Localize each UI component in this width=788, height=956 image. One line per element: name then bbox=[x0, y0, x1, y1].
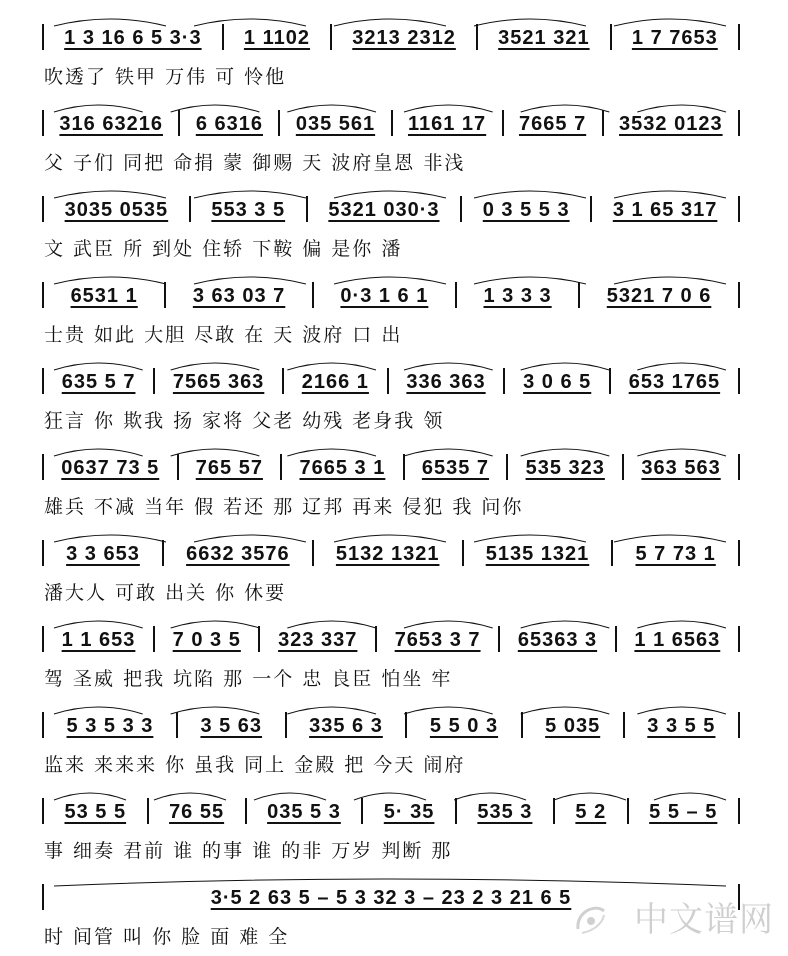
barline bbox=[306, 196, 308, 222]
measure: 3213 2312 bbox=[352, 27, 456, 49]
measure: 3 0 6 5 bbox=[523, 371, 592, 393]
measure: 035 5 3 bbox=[267, 801, 341, 823]
measure: 5135 1321 bbox=[485, 543, 590, 565]
barline bbox=[503, 368, 505, 394]
barline bbox=[738, 24, 740, 50]
barline bbox=[42, 626, 44, 652]
measure: 0 3 5 5 3 bbox=[482, 199, 570, 221]
barline bbox=[153, 368, 155, 394]
barline bbox=[602, 110, 604, 136]
measure: 0·3 1 6 1 bbox=[340, 285, 429, 307]
note-row bbox=[40, 798, 742, 824]
barline bbox=[498, 626, 500, 652]
barline bbox=[178, 110, 180, 136]
barline bbox=[330, 24, 332, 50]
notation-line bbox=[40, 354, 742, 400]
barline bbox=[176, 712, 178, 738]
barline bbox=[361, 798, 363, 824]
lyric-line: 士贵 如此 大胆 尽敢 在 天 波府 口 出 bbox=[44, 323, 403, 346]
notation-line bbox=[40, 784, 742, 830]
notation-line bbox=[40, 10, 742, 56]
measure: 363 563 bbox=[641, 457, 721, 479]
lyric-line: 文 武臣 所 到处 住轿 下鞍 偏 是你 潘 bbox=[44, 237, 403, 260]
measure: 1161 17 bbox=[407, 113, 487, 135]
measure: 765 57 bbox=[195, 457, 263, 479]
barline bbox=[506, 454, 508, 480]
barline bbox=[611, 540, 613, 566]
measure: 535 3 bbox=[477, 801, 533, 823]
lyric-line: 雄兵 不减 当年 假 若还 那 辽邦 再来 侵犯 我 问你 bbox=[44, 495, 524, 518]
measure: 3 5 63 bbox=[200, 715, 263, 737]
barline bbox=[738, 540, 740, 566]
barline bbox=[460, 196, 462, 222]
music-system bbox=[0, 526, 788, 612]
measure: 035 561 bbox=[295, 113, 376, 135]
measure: 5132 1321 bbox=[335, 543, 440, 565]
measure: 3·5 2 63 5 – 5 3 32 3 – 23 2 3 21 6 5 bbox=[210, 887, 572, 909]
music-system bbox=[0, 182, 788, 268]
barline bbox=[623, 712, 625, 738]
measure: 535 323 bbox=[525, 457, 605, 479]
note-row bbox=[40, 282, 742, 308]
barline bbox=[42, 540, 44, 566]
music-system bbox=[0, 440, 788, 526]
measure: 7 0 3 5 bbox=[172, 629, 241, 651]
barline bbox=[189, 196, 191, 222]
music-system bbox=[0, 612, 788, 698]
measure: 76 55 bbox=[169, 801, 225, 823]
measure: 5 5 – 5 bbox=[649, 801, 718, 823]
barline bbox=[258, 626, 260, 652]
measure: 7665 7 bbox=[519, 113, 587, 135]
music-system bbox=[0, 10, 788, 96]
barline bbox=[147, 798, 149, 824]
notation-line bbox=[40, 96, 742, 142]
measure: 6 6316 bbox=[195, 113, 263, 135]
barline bbox=[42, 282, 44, 308]
barline bbox=[282, 368, 284, 394]
barline bbox=[738, 368, 740, 394]
measure: 3521 321 bbox=[498, 27, 590, 49]
measure: 6632 3576 bbox=[186, 543, 290, 565]
measure: 5 3 5 3 3 bbox=[66, 715, 154, 737]
notation-line bbox=[40, 182, 742, 228]
music-note-swirl-icon bbox=[572, 899, 610, 937]
barline bbox=[553, 798, 555, 824]
barline bbox=[42, 798, 44, 824]
lyric-line: 监来 来来来 你 虽我 同上 金殿 把 今天 闹府 bbox=[44, 753, 466, 776]
measure: 6531 1 bbox=[70, 285, 138, 307]
barline bbox=[42, 196, 44, 222]
note-row bbox=[40, 712, 742, 738]
measure: 7653 3 7 bbox=[394, 629, 481, 651]
measure: 7565 363 bbox=[172, 371, 265, 393]
measure: 3 3 653 bbox=[66, 543, 140, 565]
barline bbox=[462, 540, 464, 566]
measure: 65363 3 bbox=[517, 629, 598, 651]
lyric-line: 狂言 你 欺我 扬 家将 父老 幼残 老身我 领 bbox=[44, 409, 445, 432]
barline bbox=[42, 712, 44, 738]
site-watermark: 中文谱网 bbox=[634, 900, 774, 940]
barline bbox=[738, 282, 740, 308]
measure: 3 1 65 317 bbox=[612, 199, 718, 221]
barline bbox=[280, 454, 282, 480]
barline bbox=[403, 454, 405, 480]
barline bbox=[42, 454, 44, 480]
measure: 3 3 5 5 bbox=[647, 715, 716, 737]
barline bbox=[42, 368, 44, 394]
measure: 1 7 7653 bbox=[631, 27, 718, 49]
barline bbox=[738, 626, 740, 652]
measure: 2166 1 bbox=[301, 371, 369, 393]
note-row bbox=[40, 540, 742, 566]
measure: 1 1102 bbox=[243, 27, 310, 49]
barline bbox=[476, 24, 478, 50]
measure: 335 6 3 bbox=[309, 715, 383, 737]
barline bbox=[738, 196, 740, 222]
barline bbox=[738, 110, 740, 136]
barline bbox=[609, 368, 611, 394]
music-system bbox=[0, 268, 788, 354]
measure: 7665 3 1 bbox=[299, 457, 386, 479]
lyric-line: 父 子们 同把 命捐 蒙 御赐 天 波府皇恩 非浅 bbox=[44, 151, 466, 174]
note-row bbox=[40, 368, 742, 394]
barline bbox=[245, 798, 247, 824]
measure: 5 5 0 3 bbox=[429, 715, 499, 737]
measure: 5321 7 0 6 bbox=[606, 285, 712, 307]
notation-line bbox=[40, 612, 742, 658]
notation-line bbox=[40, 268, 742, 314]
barline bbox=[177, 454, 179, 480]
barline bbox=[312, 540, 314, 566]
barline bbox=[455, 798, 457, 824]
barline bbox=[627, 798, 629, 824]
note-row bbox=[40, 110, 742, 136]
barline bbox=[222, 24, 224, 50]
barline bbox=[738, 712, 740, 738]
measure: 3532 0123 bbox=[619, 113, 723, 135]
measure: 0637 73 5 bbox=[61, 457, 160, 479]
measure: 5 2 bbox=[575, 801, 607, 823]
music-system bbox=[0, 784, 788, 870]
barline bbox=[391, 110, 393, 136]
music-system bbox=[0, 698, 788, 784]
barline bbox=[578, 282, 580, 308]
barline bbox=[278, 110, 280, 136]
measure: 1 3 3 3 bbox=[483, 285, 552, 307]
barline bbox=[502, 110, 504, 136]
measure: 5 7 73 1 bbox=[635, 543, 716, 565]
lyric-line: 时 间管 叫 你 脸 面 难 全 bbox=[44, 925, 290, 948]
barline bbox=[521, 712, 523, 738]
note-row bbox=[40, 196, 742, 222]
note-row bbox=[40, 626, 742, 652]
barline bbox=[285, 712, 287, 738]
note-row bbox=[40, 454, 742, 480]
barline bbox=[615, 626, 617, 652]
measure: 3035 0535 bbox=[64, 199, 169, 221]
lyric-line: 潘大人 可敢 出关 你 休要 bbox=[44, 581, 287, 604]
measure: 5 035 bbox=[545, 715, 601, 737]
barline bbox=[42, 110, 44, 136]
measure: 6535 7 bbox=[421, 457, 490, 479]
note-row bbox=[40, 24, 742, 50]
lyric-line: 吹透了 铁甲 万伟 可 怜他 bbox=[44, 65, 287, 88]
barline bbox=[738, 454, 740, 480]
barline bbox=[42, 884, 44, 910]
measure: 1 1 6563 bbox=[634, 629, 721, 651]
barline bbox=[738, 798, 740, 824]
barline bbox=[162, 540, 164, 566]
measure: 336 363 bbox=[406, 371, 486, 393]
barline bbox=[622, 454, 624, 480]
barline bbox=[387, 368, 389, 394]
barline bbox=[590, 196, 592, 222]
measure: 1 3 16 6 5 3·3 bbox=[64, 27, 202, 49]
notation-line bbox=[40, 698, 742, 744]
measure: 3 63 03 7 bbox=[192, 285, 286, 307]
measure: 53 5 5 bbox=[64, 801, 127, 823]
notation-line bbox=[40, 526, 742, 572]
barline bbox=[164, 282, 166, 308]
barline bbox=[405, 712, 407, 738]
barline bbox=[42, 24, 44, 50]
barline bbox=[153, 626, 155, 652]
measure: 553 3 5 bbox=[211, 199, 286, 221]
music-system bbox=[0, 96, 788, 182]
measure: 316 63216 bbox=[59, 113, 163, 135]
barline bbox=[610, 24, 612, 50]
barline bbox=[455, 282, 457, 308]
barline bbox=[375, 626, 377, 652]
music-system bbox=[0, 354, 788, 440]
measure: 5· 35 bbox=[383, 801, 435, 823]
measure: 5321 030·3 bbox=[328, 199, 440, 221]
lyric-line: 事 细奏 君前 谁 的事 谁 的非 万岁 判断 那 bbox=[44, 839, 453, 862]
measure: 635 5 7 bbox=[61, 371, 136, 393]
barline bbox=[312, 282, 314, 308]
measure: 653 1765 bbox=[628, 371, 721, 393]
measure: 1 1 653 bbox=[61, 629, 136, 651]
notation-line bbox=[40, 440, 742, 486]
lyric-line: 驾 圣威 把我 坑陷 那 一个 忠 良臣 怕坐 牢 bbox=[44, 667, 453, 690]
measure: 323 337 bbox=[278, 629, 358, 651]
